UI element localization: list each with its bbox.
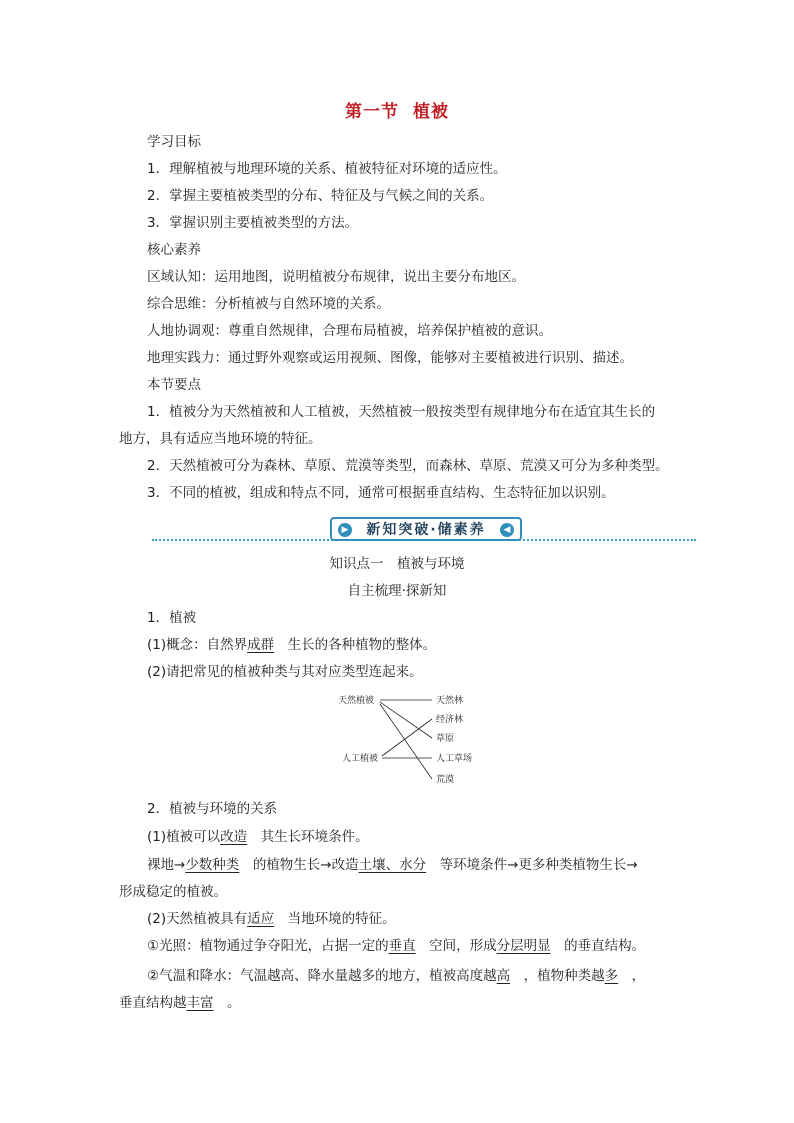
literacy-heading: 核心素养 xyxy=(147,242,201,258)
answer-blank: 多 xyxy=(604,968,619,984)
diagram-right-item: 天然林 xyxy=(436,696,464,706)
answer-blank: 改造 xyxy=(220,829,248,845)
page-title xyxy=(0,97,794,122)
literacy-item: 区域认知：运用地图，说明植被分布规律，说出主要分布地区。 xyxy=(147,269,525,285)
title-topic: 植被 xyxy=(413,102,449,122)
point-item: 3．不同的植被，组成和特点不同，通常可根据垂直结构、生态特征加以识别。 xyxy=(147,485,615,501)
knowledge-point-title: 知识点一 植被与环境 xyxy=(329,556,465,572)
point-item-continued: 地方，具有适应当地环境的特征。 xyxy=(119,431,322,447)
goal-item: 1．理解植被与地理环境的关系、植被特征对环境的适应性。 xyxy=(147,161,507,177)
answer-blank: 分层明显 xyxy=(496,938,551,954)
modify-line: (1)植被可以改造 其生长环境条件。 xyxy=(147,829,369,845)
literacy-item: 地理实践力：通过野外观察或运用视频、图像，能够对主要植被进行识别、描述。 xyxy=(147,350,633,366)
diagram-right-item: 草原 xyxy=(436,734,455,744)
succession-chain-continued: 形成稳定的植被。 xyxy=(119,884,227,900)
point-item: 1．植被分为天然植被和人工植被，天然植被一般按类型有规律地分布在适宜其生长的 xyxy=(147,404,656,420)
arrow-right-icon: ▶ xyxy=(338,523,352,537)
goal-item: 2．掌握主要植被类型的分布、特征及与气候之间的关系。 xyxy=(147,188,494,204)
points-heading: 本节要点 xyxy=(147,377,201,393)
answer-blank: 适应 xyxy=(247,911,275,927)
diagram-right-item: 经济林 xyxy=(436,715,464,725)
section-heading: 2．植被与环境的关系 xyxy=(147,801,278,817)
section-banner xyxy=(0,517,794,543)
answer-blank: 成群 xyxy=(247,637,275,653)
arrow-left-icon: ◀ xyxy=(500,523,514,537)
connector-line xyxy=(380,704,432,779)
diagram-left-natural: 天然植被 xyxy=(338,696,375,706)
instruction-line: (2)请把常见的植被种类与其对应类型连起来。 xyxy=(147,664,423,680)
point-item: 2．天然植被可分为森林、草原、荒漠等类型，而森林、草原、荒漠又可分为多种类型。 xyxy=(147,458,669,474)
diagram-right-item: 荒漠 xyxy=(436,775,455,785)
connector-line xyxy=(382,719,432,756)
goal-item: 3．掌握识别主要植被类型的方法。 xyxy=(147,215,359,231)
knowledge-point-subtitle: 自主梳理·探新知 xyxy=(347,583,447,599)
title-section: 第一节 xyxy=(345,102,399,122)
connector-line xyxy=(380,702,432,738)
water-line-continued: 垂直结构越丰富 。 xyxy=(119,995,241,1011)
section-heading: 1．植被 xyxy=(147,610,197,626)
light-line: ①光照：植物通过争夺阳光，占据一定的垂直 空间，形成分层明显 的垂直结构。 xyxy=(147,938,646,954)
answer-blank: 丰富 xyxy=(186,995,214,1011)
diagram-left-artificial: 人工植被 xyxy=(342,754,379,764)
matching-diagram xyxy=(330,688,490,788)
banner-text: 新知突破·储素养 xyxy=(366,522,486,538)
goals-heading: 学习目标 xyxy=(147,134,201,150)
diagram-right-item: 人工草场 xyxy=(436,754,473,764)
banner-box xyxy=(330,517,522,541)
answer-blank: 少数种类 xyxy=(185,857,240,873)
answer-blank: 垂直 xyxy=(388,938,416,954)
adapt-line: (2)天然植被具有适应 当地环境的特征。 xyxy=(147,911,396,927)
concept-line: (1)概念：自然界成群 生长的各种植物的整体。 xyxy=(147,637,437,653)
water-line: ②气温和降水：气温越高、降水量越多的地方，植被高度越高 ，植物种类越多 ， xyxy=(147,968,646,984)
answer-blank: 土壤、水分 xyxy=(358,857,427,873)
literacy-item: 综合思维：分析植被与自然环境的关系。 xyxy=(147,296,390,312)
literacy-item: 人地协调观：尊重自然规律，合理布局植被，培养保护植被的意识。 xyxy=(147,323,552,339)
answer-blank: 高 xyxy=(496,968,511,984)
succession-chain: 裸地→少数种类 的植物生长→改造土壤、水分 等环境条件→更多种类植物生长→ xyxy=(147,857,638,873)
